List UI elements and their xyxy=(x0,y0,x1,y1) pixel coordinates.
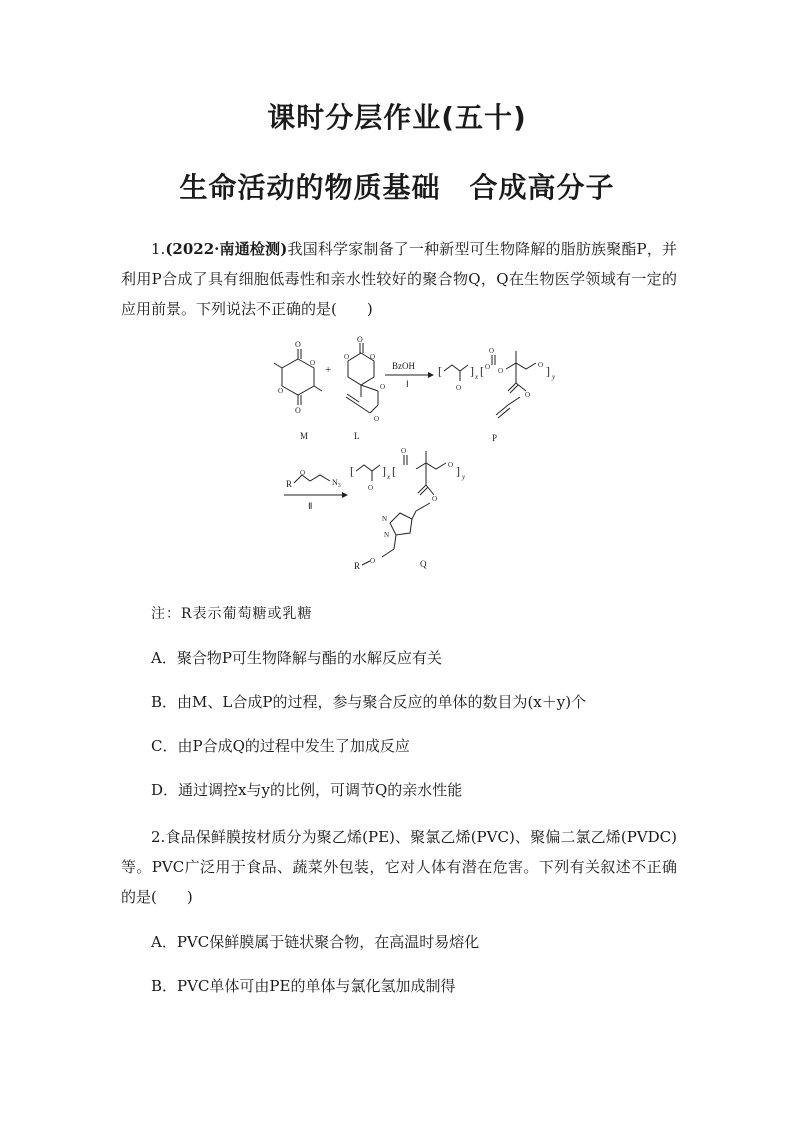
svg-text:[: [ xyxy=(438,364,442,378)
svg-text:O: O xyxy=(456,384,462,392)
svg-text:O: O xyxy=(295,406,301,415)
svg-text:O: O xyxy=(538,361,544,369)
svg-text:N: N xyxy=(384,531,390,539)
page-subtitle: 生命活动的物质基础 合成高分子 xyxy=(179,171,615,204)
step-label-1: Ⅰ xyxy=(406,379,409,389)
svg-text:O: O xyxy=(370,557,376,565)
svg-text:O: O xyxy=(498,367,504,375)
question-1-stem xyxy=(121,234,677,324)
svg-text:[: [ xyxy=(480,364,484,378)
svg-text:O: O xyxy=(370,353,376,361)
polymer-p-structure xyxy=(438,347,556,418)
svg-text:N: N xyxy=(382,515,388,523)
question-2-number: 2. xyxy=(151,828,166,846)
subscript-x: x xyxy=(475,373,479,381)
svg-text:O: O xyxy=(278,387,284,395)
monomer-l-structure xyxy=(344,335,385,423)
q1-option-a: A．聚合物P可生物降解与酯的水解反应有关 xyxy=(151,649,442,667)
page-title: 课时分层作业(五十) xyxy=(267,101,527,134)
reagent-bzoh: BzOH xyxy=(392,361,415,371)
svg-text:O: O xyxy=(300,469,306,477)
svg-text:O: O xyxy=(448,461,454,469)
svg-text:O: O xyxy=(374,415,380,423)
question-1-number: 1. xyxy=(151,240,166,258)
svg-text:]: ] xyxy=(470,364,474,378)
r-group-label: R xyxy=(286,479,293,489)
plus-sign: + xyxy=(325,364,332,376)
svg-text:O: O xyxy=(525,391,531,399)
subscript-y: y xyxy=(552,373,556,381)
q1-option-b: B．由M、L合成P的过程，参与聚合反应的单体的数目为(x＋y)个 xyxy=(151,693,587,711)
question-1-text: 我国科学家制备了一种新型可生物降解的脂肪族聚酯P，并利用P合成了具有细胞低毒性和亲水性较好的聚合物Q，Q在生物医学领域有一定的应用前景。下列说法不正确的是( ) xyxy=(121,240,677,318)
reaction-scheme xyxy=(270,335,580,575)
question-1-source: (2022·南通检测) xyxy=(165,240,288,258)
svg-text:[: [ xyxy=(392,464,396,478)
azide-n3-label: $N_3$ xyxy=(332,478,341,489)
label-q: Q xyxy=(420,559,427,569)
azide-reagent xyxy=(286,469,341,489)
svg-text:O: O xyxy=(295,340,301,349)
step-label-2: Ⅱ xyxy=(308,501,313,511)
label-p: P xyxy=(492,433,498,443)
svg-text:]: ] xyxy=(382,464,386,478)
svg-text:O: O xyxy=(432,495,438,503)
label-l: L xyxy=(354,431,360,441)
svg-text:]: ] xyxy=(456,464,460,478)
q1-option-c: C．由P合成Q的过程中发生了加成反应 xyxy=(151,737,410,755)
svg-text:O: O xyxy=(380,383,386,391)
svg-text:O: O xyxy=(489,347,495,355)
svg-text:R: R xyxy=(354,561,361,571)
svg-text:[: [ xyxy=(350,464,354,478)
svg-text:O: O xyxy=(368,484,374,492)
svg-text:O: O xyxy=(357,335,363,344)
svg-text:O: O xyxy=(344,353,350,361)
polymer-q-structure xyxy=(350,447,466,571)
svg-text:O: O xyxy=(485,363,491,371)
svg-text:]: ] xyxy=(546,364,550,378)
svg-text:O: O xyxy=(310,359,316,367)
q1-option-d: D．通过调控x与y的比例，可调节Q的亲水性能 xyxy=(151,781,463,799)
question-2-stem xyxy=(121,822,677,912)
q2-option-b: B．PVC单体可由PE的单体与氯化氢加成制得 xyxy=(151,977,456,995)
monomer-m-structure xyxy=(274,340,322,415)
scheme-note: 注：R表示葡萄糖或乳糖 xyxy=(151,606,313,622)
svg-text:O: O xyxy=(401,447,407,455)
question-2-text: 食品保鲜膜按材质分为聚乙烯(PE)、聚氯乙烯(PVC)、聚偏二氯乙烯(PVDC)等。PVC广泛用于食品、蔬菜外包装，它对人体有潜在危害。下列有关叙述不正确的是( ) xyxy=(121,828,677,906)
svg-text:y: y xyxy=(462,473,466,481)
svg-text:x: x xyxy=(387,473,391,481)
label-m: M xyxy=(300,431,309,441)
q2-option-a: A．PVC保鲜膜属于链状聚合物，在高温时易熔化 xyxy=(151,933,480,951)
